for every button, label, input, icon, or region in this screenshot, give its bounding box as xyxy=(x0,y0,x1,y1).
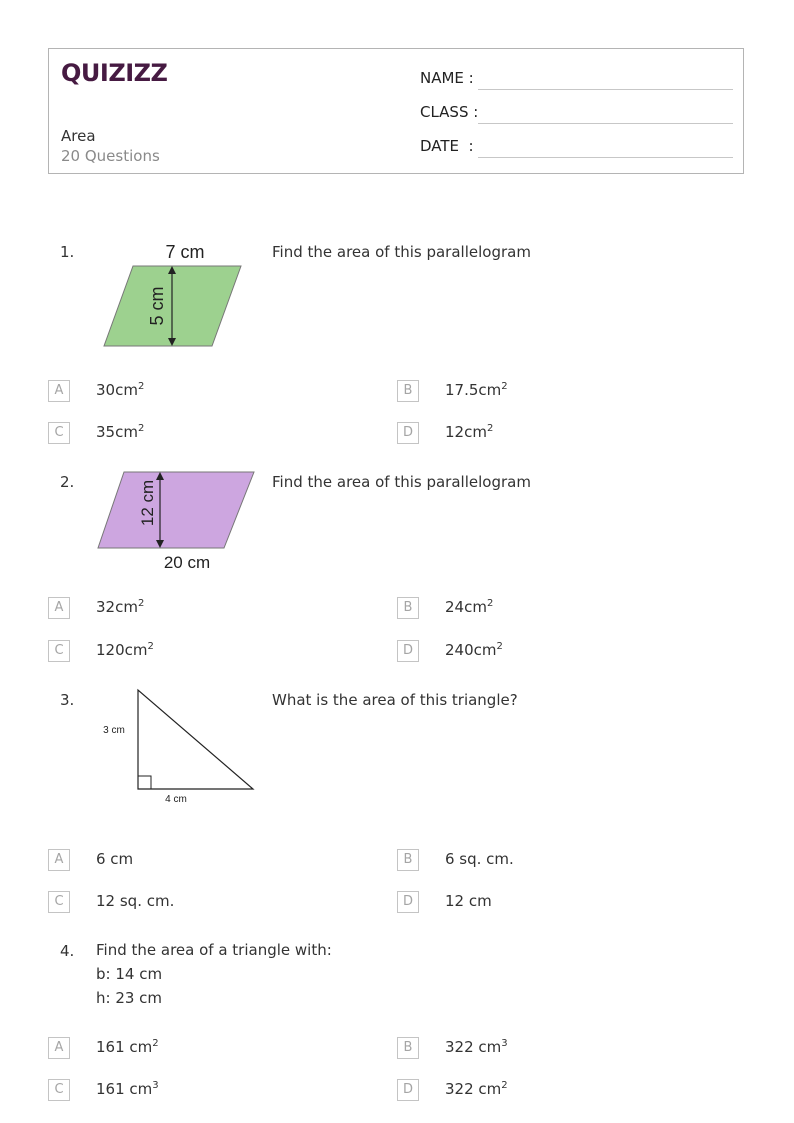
option-d-text[interactable] xyxy=(445,641,503,659)
option-exponent: 2 xyxy=(486,423,494,434)
option-c-text[interactable] xyxy=(96,892,174,910)
question-number: 3. xyxy=(60,691,75,709)
option-value: 35cm xyxy=(96,423,138,441)
option-d-marker[interactable]: D xyxy=(397,1079,419,1101)
option-value: 120cm xyxy=(96,641,148,659)
question-text: Find the area of this parallelogram xyxy=(272,473,531,491)
option-value: 322 cm xyxy=(445,1038,502,1056)
option-c-text[interactable] xyxy=(96,641,154,659)
bottom-label: 20 cm xyxy=(163,553,211,572)
option-exponent: 2 xyxy=(486,598,494,609)
class-label: CLASS : xyxy=(420,103,479,121)
triangle-shape xyxy=(138,690,253,789)
worksheet-title: Area xyxy=(61,127,96,145)
option-b-text[interactable] xyxy=(445,850,514,868)
parallelogram-figure xyxy=(96,466,260,576)
option-a-marker[interactable]: A xyxy=(48,380,70,402)
option-value: 17.5cm xyxy=(445,381,502,399)
option-a-text[interactable] xyxy=(96,850,133,868)
option-b-text[interactable] xyxy=(445,598,493,616)
option-value: 161 cm xyxy=(96,1038,153,1056)
option-a-text[interactable] xyxy=(96,598,144,616)
option-a-text[interactable] xyxy=(96,1038,159,1056)
question-text: Find the area of this parallelogram xyxy=(272,243,531,261)
option-b-text[interactable] xyxy=(445,1038,508,1056)
option-a-text[interactable] xyxy=(96,381,144,399)
question-count: 20 Questions xyxy=(61,147,160,165)
side-label: 3 cm xyxy=(103,725,125,736)
worksheet-header xyxy=(48,48,744,174)
option-value: 240cm xyxy=(445,641,497,659)
option-b-marker[interactable]: B xyxy=(397,849,419,871)
option-d-marker[interactable]: D xyxy=(397,640,419,662)
question-line: b: 14 cm xyxy=(96,965,163,983)
parallelogram-figure xyxy=(96,236,252,352)
question-line: Find the area of a triangle with: xyxy=(96,941,332,959)
option-value: 6 sq. cm. xyxy=(445,850,514,868)
option-b-marker[interactable]: B xyxy=(397,380,419,402)
option-a-marker[interactable]: A xyxy=(48,1037,70,1059)
class-line[interactable] xyxy=(478,123,733,124)
option-d-text[interactable] xyxy=(445,1080,508,1098)
side-label: 12 cm xyxy=(138,479,157,527)
right-angle-icon xyxy=(138,776,151,789)
question-number: 1. xyxy=(60,243,75,261)
option-d-text[interactable] xyxy=(445,892,492,910)
option-exponent: 2 xyxy=(137,423,145,434)
option-value: 12cm xyxy=(445,423,487,441)
option-value: 30cm xyxy=(96,381,138,399)
option-exponent: 2 xyxy=(501,1080,508,1091)
option-d-marker[interactable]: D xyxy=(397,422,419,444)
question-text xyxy=(96,938,332,1010)
option-exponent: 3 xyxy=(152,1080,159,1091)
option-exponent: 2 xyxy=(496,641,503,652)
option-d-text[interactable] xyxy=(445,423,493,441)
question-number: 4. xyxy=(60,942,75,960)
date-line[interactable] xyxy=(478,157,733,158)
question-line: h: 23 cm xyxy=(96,989,163,1007)
option-value: 32cm xyxy=(96,598,138,616)
name-label: NAME : xyxy=(420,69,474,87)
option-c-text[interactable] xyxy=(96,1080,159,1098)
date-label: DATE : xyxy=(420,137,474,155)
parallelogram-shape xyxy=(98,472,254,548)
right-triangle-figure xyxy=(96,684,260,808)
name-line[interactable] xyxy=(478,89,733,90)
option-c-marker[interactable]: C xyxy=(48,1079,70,1101)
side-label: 5 cm xyxy=(147,286,167,326)
bottom-label: 4 cm xyxy=(165,794,187,805)
option-c-marker[interactable]: C xyxy=(48,891,70,913)
option-a-marker[interactable]: A xyxy=(48,849,70,871)
option-c-marker[interactable]: C xyxy=(48,422,70,444)
quizizz-logo: QUIZIZZ xyxy=(61,59,168,87)
option-exponent: 2 xyxy=(137,381,145,392)
option-exponent: 2 xyxy=(152,1038,159,1049)
option-exponent: 2 xyxy=(137,598,145,609)
option-c-text[interactable] xyxy=(96,423,144,441)
question-number: 2. xyxy=(60,473,75,491)
option-value: 161 cm xyxy=(96,1080,153,1098)
option-c-marker[interactable]: C xyxy=(48,640,70,662)
option-exponent: 2 xyxy=(147,641,154,652)
top-label: 7 cm xyxy=(165,242,205,262)
question-text: What is the area of this triangle? xyxy=(272,691,518,709)
option-d-marker[interactable]: D xyxy=(397,891,419,913)
option-exponent: 2 xyxy=(501,381,508,392)
option-a-marker[interactable]: A xyxy=(48,597,70,619)
option-value: 24cm xyxy=(445,598,487,616)
option-value: 12 cm xyxy=(445,892,492,910)
option-value: 6 cm xyxy=(96,850,134,868)
option-b-text[interactable] xyxy=(445,381,508,399)
option-value: 12 sq. cm. xyxy=(96,892,175,910)
option-b-marker[interactable]: B xyxy=(397,597,419,619)
option-b-marker[interactable]: B xyxy=(397,1037,419,1059)
option-exponent: 3 xyxy=(501,1038,508,1049)
option-value: 322 cm xyxy=(445,1080,502,1098)
